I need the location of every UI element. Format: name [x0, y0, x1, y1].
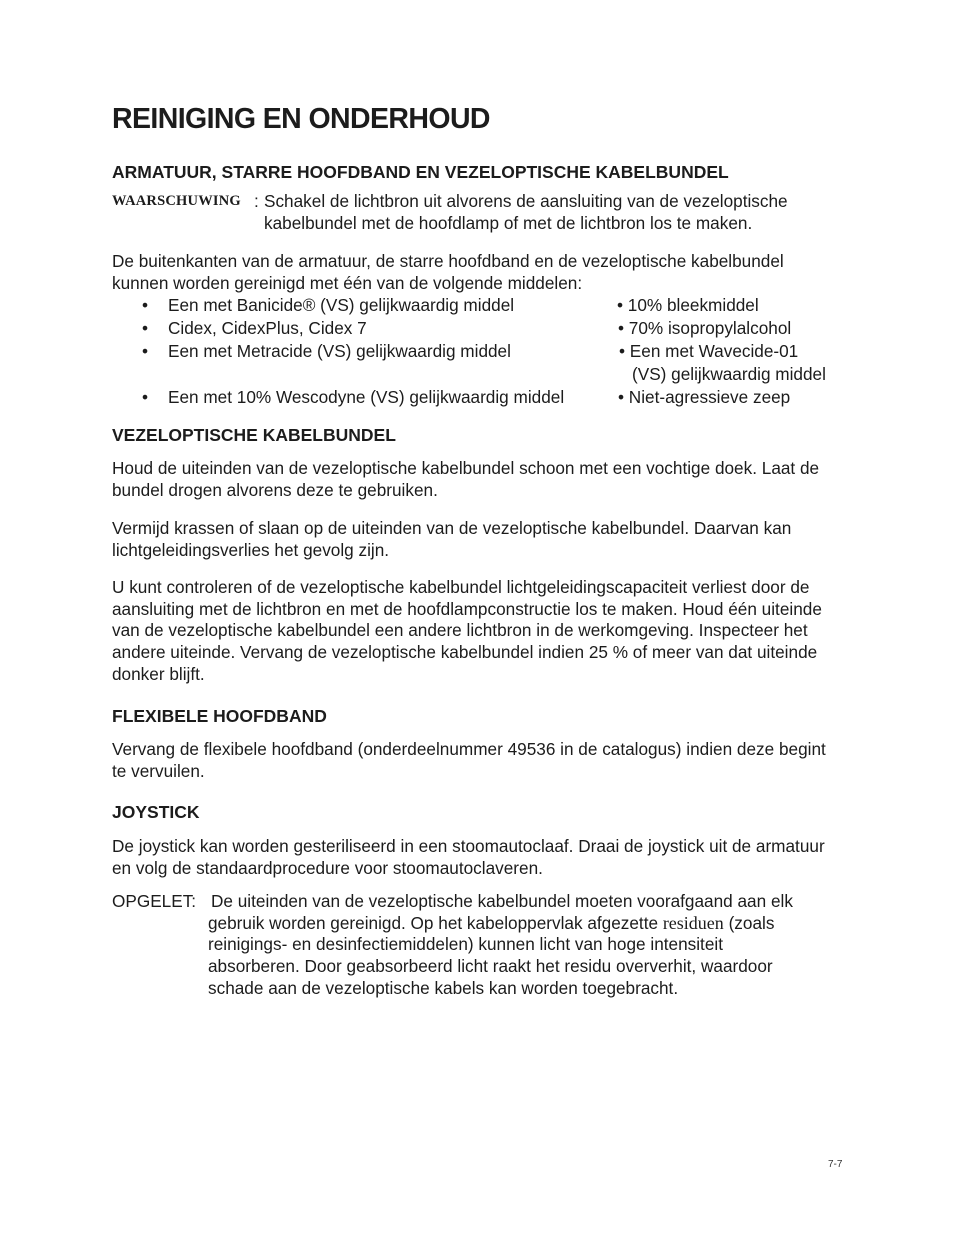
section-heading-armatuur: ARMATUUR, STARRE HOOFDBAND EN VEZELOPTISCHE KABELBUNDEL [112, 162, 729, 182]
note-line [208, 913, 848, 935]
note-line: schade aan de vezeloptische kabels kan worden toegebracht. [208, 977, 679, 998]
note-text [208, 891, 848, 1000]
note-line-part: (zoals [723, 912, 775, 933]
list-item [112, 317, 852, 340]
warning-label: WAARSCHUWING [112, 193, 241, 209]
note-line: reinigings- en desinfectiemiddelen) kunnen licht van hoge intensiteit [208, 934, 723, 955]
page-title: REINIGING EN ONDERHOUD [112, 103, 490, 135]
agent-left: Een met Banicide® (VS) gelijkwaardig middel [168, 295, 515, 315]
agent-right: • Een met Wavecide-01 [619, 341, 799, 361]
section-heading-joystick: JOYSTICK [112, 802, 200, 822]
warning-colon: : [254, 191, 259, 211]
note-line-part: gebruik worden gereinigd. Op het kabeloppervlak afgezette [208, 912, 663, 933]
agent-left: Een met Metracide (VS) gelijkwaardig middel [168, 341, 511, 361]
section-heading-kabelbundel: VEZELOPTISCHE KABELBUNDEL [112, 425, 396, 445]
agent-right: • 70% isopropylalcohol [618, 318, 792, 338]
list-item [112, 294, 852, 317]
note-line: De uiteinden van de vezeloptische kabelbundel moeten voorafgaand aan elk [211, 891, 793, 911]
cleaning-intro: De buitenkanten van de armatuur, de starre hoofdband en de vezeloptische kabelbundel kunnen worden gereinigd met één van de volgende middelen: [112, 251, 784, 293]
note-line: absorberen. Door geabsorbeerd licht raakt het residu oververhit, waardoor [208, 956, 773, 977]
kabelbundel-paragraph-3: U kunt controleren of de vezeloptische kabelbundel lichtgeleidingscapaciteit verliest door de aansluiting met de lichtbron en met de hoofdlampconstructie los te maken. Houd één uiteinde van de vezeloptische kabelbundel een andere lichtbron in de werkomgeving. Inspecteer het andere uiteinde. Vervang de vezeloptische kabelbundel indien 25 % of meer van dat uiteinde donker blijft. [112, 577, 822, 684]
joystick-paragraph: De joystick kan worden gesteriliseerd in een stoomautoclaaf. Draai de joystick uit de armatuur en volg de standaardprocedure voor stoomautoclaveren. [112, 836, 825, 878]
cleaning-agents-list [112, 294, 852, 409]
bullet-icon: • [142, 387, 149, 407]
agent-right: • Niet-agressieve zeep [618, 387, 791, 407]
page-number: 7-7 [828, 1159, 843, 1170]
agent-left: Een met 10% Wescodyne (VS) gelijkwaardig middel [168, 387, 565, 407]
note-serif-word: residuen [662, 912, 724, 933]
bullet-icon: • [142, 295, 149, 315]
agent-right-continued: (VS) gelijkwaardig middel [632, 364, 826, 384]
hoofdband-paragraph: Vervang de flexibele hoofdband (onderdeelnummer 49536 in de catalogus) indien deze begint te vervuilen. [112, 739, 826, 781]
note-label: OPGELET: [112, 891, 197, 911]
list-item [112, 386, 852, 409]
agent-right: • 10% bleekmiddel [617, 295, 759, 315]
list-item [112, 340, 852, 386]
agent-left: Cidex, CidexPlus, Cidex 7 [168, 318, 367, 338]
bullet-icon: • [142, 341, 149, 361]
bullet-icon: • [142, 318, 149, 338]
kabelbundel-paragraph-1: Houd de uiteinden van de vezeloptische kabelbundel schoon met een vochtige doek. Laat de bundel drogen alvorens deze te gebruiken. [112, 458, 820, 500]
section-heading-hoofdband: FLEXIBELE HOOFDBAND [112, 706, 327, 726]
warning-text: Schakel de lichtbron uit alvorens de aansluiting van de vezeloptische kabelbundel met de hoofdlamp of met de lichtbron los te maken. [264, 191, 788, 233]
kabelbundel-paragraph-2: Vermijd krassen of slaan op de uiteinden van de vezeloptische kabelbundel. Daarvan kan lichtgeleidingsverlies het gevolg zijn. [112, 518, 792, 560]
